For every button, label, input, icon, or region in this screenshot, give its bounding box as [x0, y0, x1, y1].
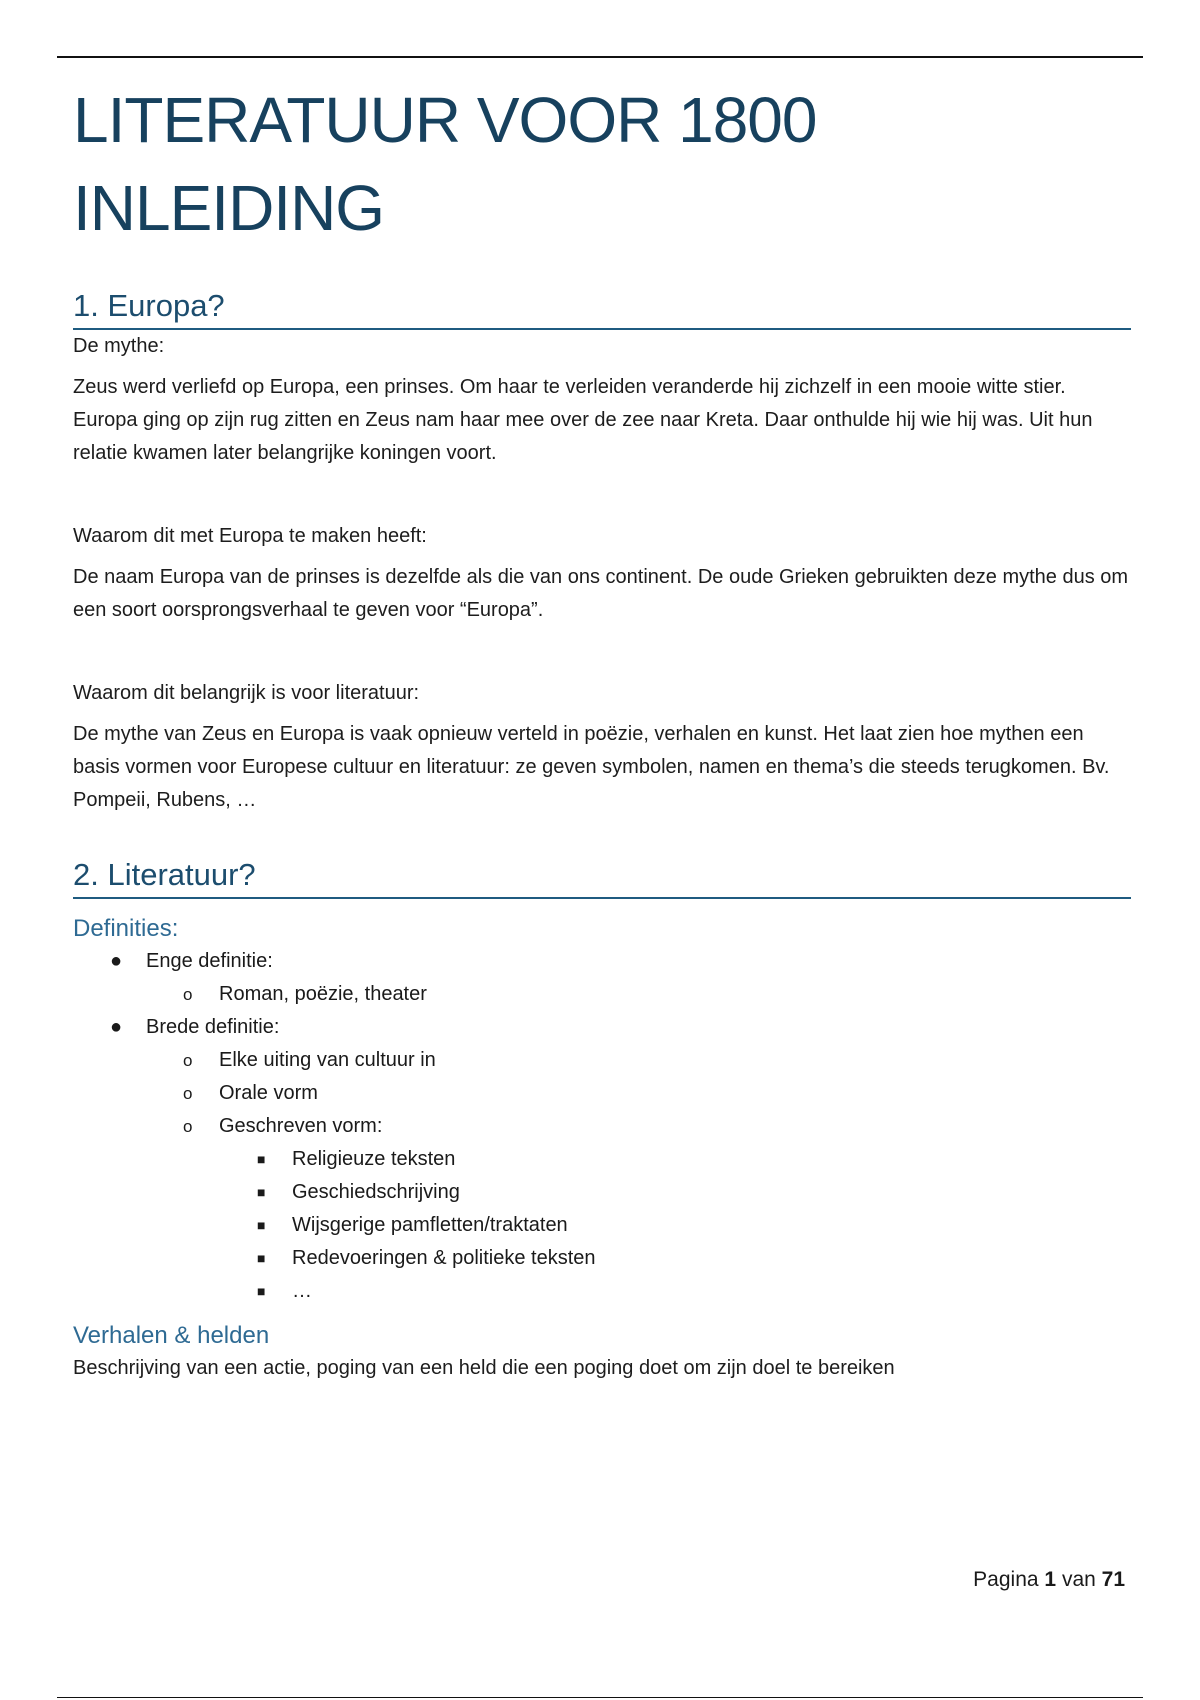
total-page-count: 71: [1101, 1568, 1125, 1591]
narrow-label: Enge definitie:: [146, 950, 273, 972]
footer-middle: van: [1061, 1568, 1096, 1591]
list-item: [146, 978, 1131, 1011]
square-bullet-icon: ■: [257, 1217, 266, 1233]
header-rule: [57, 56, 1143, 58]
footer-rule: [57, 1697, 1143, 1698]
list-item: [219, 1143, 1131, 1176]
written-item: …: [292, 1280, 312, 1302]
list-item-broad: [73, 1011, 1131, 1308]
section-heading-europa: 1. Europa?: [73, 286, 1131, 330]
document-title: [73, 76, 1131, 252]
broad-item: Elke uiting van cultuur in: [219, 1049, 436, 1071]
bullet-icon: ●: [110, 950, 123, 972]
definitions-heading: Definities:: [73, 915, 179, 942]
label-literature: Waarom dit belangrijk is voor literatuur:: [73, 682, 420, 704]
narrow-item: Roman, poëzie, theater: [219, 983, 427, 1005]
square-bullet-icon: ■: [257, 1250, 266, 1266]
paragraph-literature: De mythe van Zeus en Europa is vaak opnieuw verteld in poëzie, verhalen en kunst. Het laat zien hoe mythen een basis vormen voor Europese cultuur en literatuur: ze geven symbolen, namen en thema’s die steeds terugkomen. Bv. Pompeii, Rubens, …: [73, 723, 1110, 811]
paragraph-myth: Zeus werd verliefd op Europa, een prinses. Om haar te verleiden veranderde hij zichzelf in een mooie witte stier. Europa ging op zijn rug zitten en Zeus nam haar mee over de zee naar Kreta. Daar onthulde hij wie hij was. Uit hun relatie kwamen later belangrijke koningen voort.: [73, 376, 1093, 464]
stories-text: Beschrijving van een actie, poging van een held die een poging doet om zijn doel te bereiken: [73, 1357, 895, 1379]
list-item: [146, 1077, 1131, 1110]
circle-bullet-icon: o: [183, 1084, 193, 1103]
list-item-narrow: [73, 945, 1131, 1011]
circle-bullet-icon: o: [183, 985, 193, 1004]
broad-label: Brede definitie:: [146, 1016, 280, 1038]
narrow-sublist: [146, 978, 1131, 1011]
list-item: [219, 1275, 1131, 1308]
label-europe: Waarom dit met Europa te maken heeft:: [73, 525, 427, 547]
written-item: Religieuze teksten: [292, 1148, 456, 1170]
square-bullet-icon: ■: [257, 1184, 266, 1200]
page-number-footer: [973, 1568, 1125, 1592]
title-line-1: LITERATUUR VOOR 1800: [73, 84, 817, 156]
circle-bullet-icon: o: [183, 1117, 193, 1136]
footer-prefix: Pagina: [973, 1568, 1039, 1591]
square-bullet-icon: ■: [257, 1151, 266, 1167]
document-page: [73, 72, 1131, 1385]
current-page-number: 1: [1044, 1568, 1057, 1591]
label-myth: De mythe:: [73, 335, 165, 357]
section-heading-literatuur: 2. Literatuur?: [73, 855, 1131, 899]
paragraph-europe: De naam Europa van de prinses is dezelfde als die van ons continent. De oude Grieken gebruikten deze mythe dus om een soort oorsprongsverhaal te geven voor “Europa”.: [73, 566, 1129, 621]
list-item: [146, 1110, 1131, 1308]
written-item: Wijsgerige pamfletten/traktaten: [292, 1214, 568, 1236]
circle-bullet-icon: o: [183, 1051, 193, 1070]
written-item: Redevoeringen & politieke teksten: [292, 1247, 596, 1269]
definitions-list: [73, 945, 1131, 1308]
list-item: [219, 1209, 1131, 1242]
written-item: Geschiedschrijving: [292, 1181, 460, 1203]
broad-sublist: [146, 1044, 1131, 1308]
written-sublist: [219, 1143, 1131, 1308]
list-item: [219, 1176, 1131, 1209]
stories-heading: Verhalen & helden: [73, 1322, 270, 1349]
title-line-2: INLEIDING: [73, 172, 385, 244]
bullet-icon: ●: [110, 1016, 123, 1038]
broad-item: Orale vorm: [219, 1082, 318, 1104]
square-bullet-icon: ■: [257, 1283, 266, 1299]
broad-item: Geschreven vorm:: [219, 1115, 383, 1137]
list-item: [219, 1242, 1131, 1275]
list-item: [146, 1044, 1131, 1077]
